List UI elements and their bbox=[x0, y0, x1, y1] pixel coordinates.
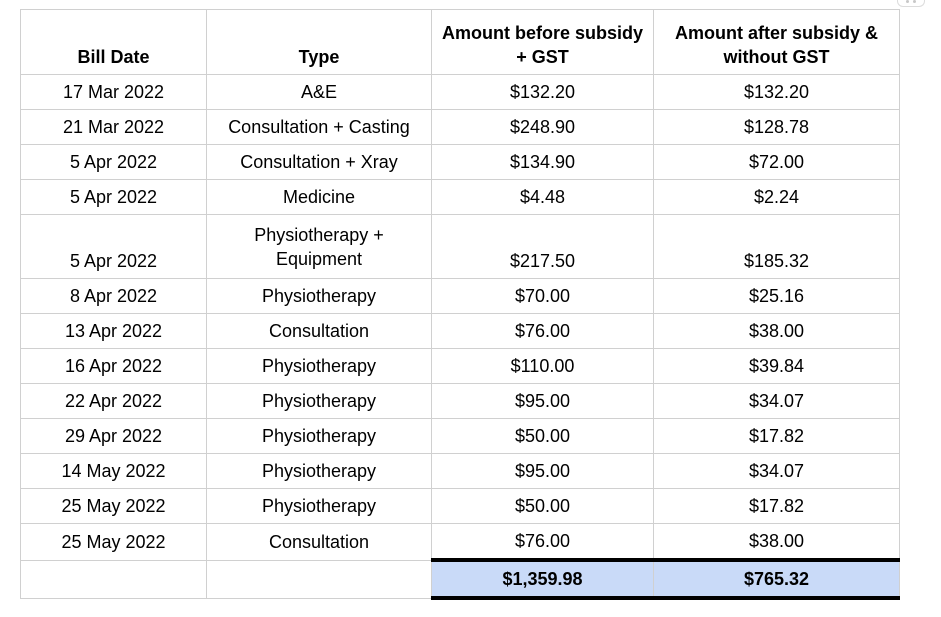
total-amount-before[interactable]: $1,359.98 bbox=[432, 560, 654, 598]
cell-type[interactable]: Consultation + Casting bbox=[207, 110, 432, 145]
cell-amount-before[interactable]: $110.00 bbox=[432, 349, 654, 384]
cell-type[interactable]: Consultation bbox=[207, 524, 432, 561]
cell-amount-after[interactable]: $25.16 bbox=[654, 279, 900, 314]
cell-amount-after[interactable]: $17.82 bbox=[654, 419, 900, 454]
cell-bill-date[interactable]: 5 Apr 2022 bbox=[21, 180, 207, 215]
header-amount-after[interactable]: Amount after subsidy & without GST bbox=[654, 10, 900, 75]
cell-amount-before[interactable]: $132.20 bbox=[432, 75, 654, 110]
cell-type[interactable]: Consultation + Xray bbox=[207, 145, 432, 180]
bills-table bbox=[20, 9, 900, 600]
cell-bill-date[interactable]: 16 Apr 2022 bbox=[21, 349, 207, 384]
cell-type[interactable]: A&E bbox=[207, 75, 432, 110]
header-amount-before[interactable]: Amount before subsidy + GST bbox=[432, 10, 654, 75]
cell-type[interactable]: Physiotherapy bbox=[207, 489, 432, 524]
cell-bill-date[interactable]: 13 Apr 2022 bbox=[21, 314, 207, 349]
cell-type[interactable]: Medicine bbox=[207, 180, 432, 215]
cell-amount-after[interactable]: $2.24 bbox=[654, 180, 900, 215]
cell-type[interactable]: Physiotherapy bbox=[207, 419, 432, 454]
cell-amount-after[interactable]: $39.84 bbox=[654, 349, 900, 384]
table-row bbox=[21, 314, 900, 349]
header-row bbox=[21, 10, 900, 75]
cell-bill-date[interactable]: 14 May 2022 bbox=[21, 454, 207, 489]
cell-amount-after[interactable]: $72.00 bbox=[654, 145, 900, 180]
cell-amount-after[interactable]: $38.00 bbox=[654, 314, 900, 349]
header-bill-date[interactable]: Bill Date bbox=[21, 10, 207, 75]
cell-bill-date[interactable]: 29 Apr 2022 bbox=[21, 419, 207, 454]
cell-bill-date[interactable]: 25 May 2022 bbox=[21, 489, 207, 524]
cell-amount-before[interactable]: $50.00 bbox=[432, 489, 654, 524]
cell-type[interactable]: Physiotherapy + Equipment bbox=[207, 215, 432, 279]
cell-amount-after[interactable]: $34.07 bbox=[654, 384, 900, 419]
cell-type[interactable]: Physiotherapy bbox=[207, 349, 432, 384]
table-row bbox=[21, 454, 900, 489]
cell-amount-before[interactable]: $70.00 bbox=[432, 279, 654, 314]
cell-amount-before[interactable]: $217.50 bbox=[432, 215, 654, 279]
cell-amount-before[interactable]: $4.48 bbox=[432, 180, 654, 215]
totals-row bbox=[21, 560, 900, 598]
drag-handle-icon[interactable] bbox=[897, 0, 925, 7]
table-row bbox=[21, 524, 900, 561]
cell-bill-date[interactable]: 5 Apr 2022 bbox=[21, 145, 207, 180]
cell-amount-before[interactable]: $95.00 bbox=[432, 454, 654, 489]
cell-bill-date[interactable]: 25 May 2022 bbox=[21, 524, 207, 561]
cell-amount-after[interactable]: $17.82 bbox=[654, 489, 900, 524]
cell-bill-date[interactable]: 17 Mar 2022 bbox=[21, 75, 207, 110]
cell-amount-after[interactable]: $185.32 bbox=[654, 215, 900, 279]
table-row bbox=[21, 180, 900, 215]
cell-amount-before[interactable]: $248.90 bbox=[432, 110, 654, 145]
cell-amount-before[interactable]: $95.00 bbox=[432, 384, 654, 419]
cell-type[interactable]: Consultation bbox=[207, 314, 432, 349]
table-row bbox=[21, 110, 900, 145]
cell-bill-date[interactable]: 21 Mar 2022 bbox=[21, 110, 207, 145]
table-row bbox=[21, 489, 900, 524]
cell-bill-date[interactable]: 22 Apr 2022 bbox=[21, 384, 207, 419]
cell-amount-after[interactable]: $34.07 bbox=[654, 454, 900, 489]
total-amount-after[interactable]: $765.32 bbox=[654, 560, 900, 598]
cell-bill-date[interactable]: 8 Apr 2022 bbox=[21, 279, 207, 314]
cell-amount-after[interactable]: $132.20 bbox=[654, 75, 900, 110]
empty-cell[interactable] bbox=[21, 560, 207, 598]
cell-type[interactable]: Physiotherapy bbox=[207, 279, 432, 314]
cell-amount-before[interactable]: $134.90 bbox=[432, 145, 654, 180]
table-row bbox=[21, 75, 900, 110]
table-row bbox=[21, 419, 900, 454]
cell-amount-before[interactable]: $76.00 bbox=[432, 314, 654, 349]
cell-type[interactable]: Physiotherapy bbox=[207, 384, 432, 419]
table-row bbox=[21, 145, 900, 180]
cell-amount-after[interactable]: $38.00 bbox=[654, 524, 900, 561]
cell-amount-before[interactable]: $50.00 bbox=[432, 419, 654, 454]
empty-cell[interactable] bbox=[207, 560, 432, 598]
header-type[interactable]: Type bbox=[207, 10, 432, 75]
table-row bbox=[21, 349, 900, 384]
table-row bbox=[21, 215, 900, 279]
cell-amount-after[interactable]: $128.78 bbox=[654, 110, 900, 145]
cell-type[interactable]: Physiotherapy bbox=[207, 454, 432, 489]
table-row bbox=[21, 279, 900, 314]
cell-amount-before[interactable]: $76.00 bbox=[432, 524, 654, 561]
table-row bbox=[21, 384, 900, 419]
cell-bill-date[interactable]: 5 Apr 2022 bbox=[21, 215, 207, 279]
